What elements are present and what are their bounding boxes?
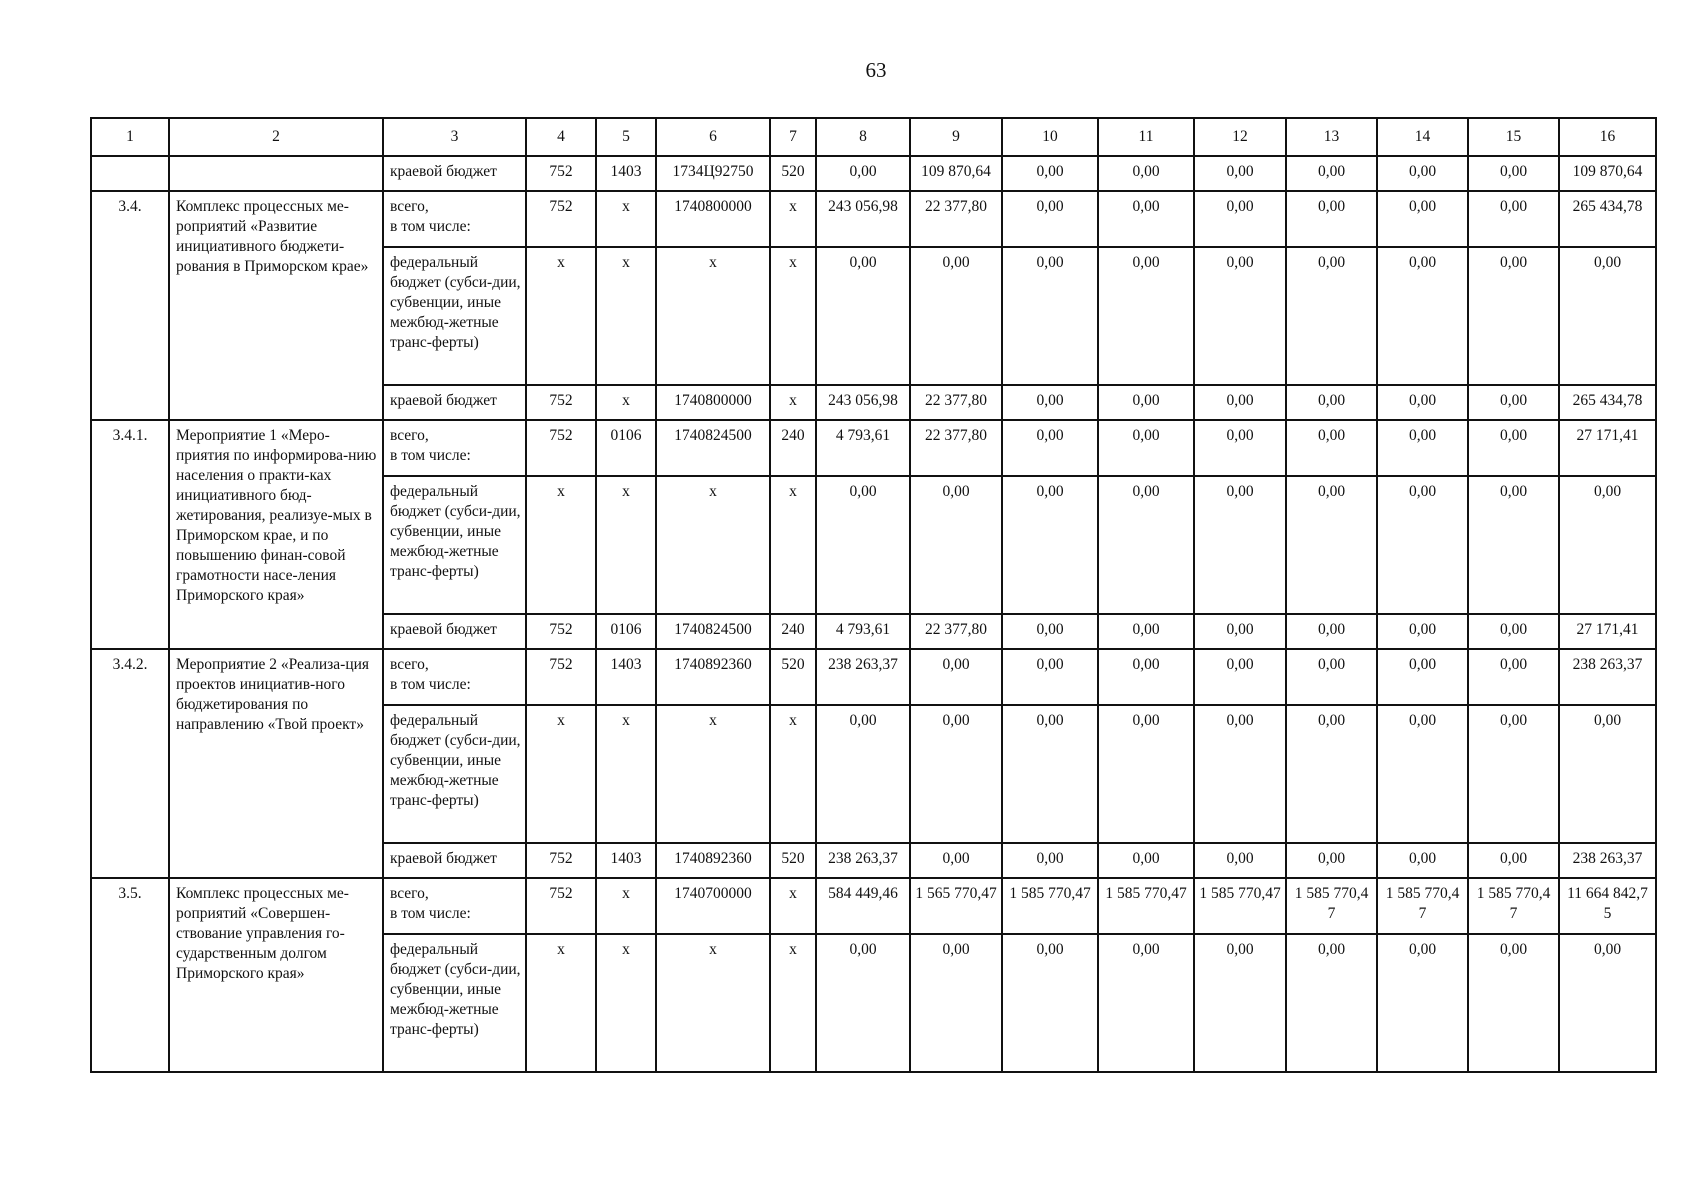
value-col-9: 0,00 [910, 476, 1002, 614]
value-col-8: 0,00 [816, 156, 910, 191]
code-c5: 1403 [596, 843, 656, 878]
column-number-12: 12 [1194, 118, 1286, 156]
value-col-15: 1 585 770,47 [1468, 878, 1559, 934]
value-col-11: 0,00 [1098, 843, 1194, 878]
code-c6: 1740800000 [656, 385, 770, 420]
code-c6: 1734Ц92750 [656, 156, 770, 191]
code-c4: х [526, 247, 596, 385]
column-number-7: 7 [770, 118, 816, 156]
value-col-11: 0,00 [1098, 247, 1194, 385]
value-col-15: 0,00 [1468, 385, 1559, 420]
value-col-10: 0,00 [1002, 420, 1098, 476]
code-c4: х [526, 934, 596, 1072]
value-col-9: 22 377,80 [910, 614, 1002, 649]
code-c6: 1740824500 [656, 420, 770, 476]
code-c5: 1403 [596, 649, 656, 705]
funding-source: всего, в том числе: [383, 191, 526, 247]
value-col-13: 0,00 [1286, 385, 1377, 420]
value-col-13: 0,00 [1286, 843, 1377, 878]
column-number-15: 15 [1468, 118, 1559, 156]
value-col-14: 0,00 [1377, 614, 1468, 649]
code-c4: 752 [526, 420, 596, 476]
code-c7: х [770, 934, 816, 1072]
value-col-12: 0,00 [1194, 614, 1286, 649]
value-col-9: 0,00 [910, 649, 1002, 705]
value-col-14: 0,00 [1377, 191, 1468, 247]
value-col-12: 0,00 [1194, 649, 1286, 705]
value-col-12: 0,00 [1194, 385, 1286, 420]
code-c5: 0106 [596, 614, 656, 649]
code-c6: х [656, 705, 770, 843]
row-name: Комплекс процессных ме-роприятий «Совершен-ствование управления го-сударственным долгом Приморского края» [169, 878, 383, 1072]
code-c5: х [596, 247, 656, 385]
value-col-14: 0,00 [1377, 420, 1468, 476]
row-number [91, 156, 169, 191]
code-c7: х [770, 705, 816, 843]
funding-source: краевой бюджет [383, 843, 526, 878]
value-col-14: 0,00 [1377, 156, 1468, 191]
code-c6: 1740700000 [656, 878, 770, 934]
code-c7: х [770, 878, 816, 934]
value-col-10: 0,00 [1002, 385, 1098, 420]
value-col-13: 0,00 [1286, 476, 1377, 614]
funding-source: федеральный бюджет (субси-дии, субвенции, иные межбюд-жетные транс-ферты) [383, 476, 526, 614]
value-col-8: 4 793,61 [816, 614, 910, 649]
value-col-13: 1 585 770,47 [1286, 878, 1377, 934]
code-c4: 752 [526, 878, 596, 934]
row-number: 3.5. [91, 878, 169, 1072]
value-col-8: 0,00 [816, 705, 910, 843]
value-col-15: 0,00 [1468, 649, 1559, 705]
code-c6: х [656, 476, 770, 614]
value-col-9: 0,00 [910, 247, 1002, 385]
value-col-11: 0,00 [1098, 156, 1194, 191]
row-name: Мероприятие 2 «Реализа-ция проектов инициатив-ного бюджетирования по направлению «Твой проект» [169, 649, 383, 878]
value-col-13: 0,00 [1286, 649, 1377, 705]
value-col-11: 0,00 [1098, 420, 1194, 476]
column-number-16: 16 [1559, 118, 1656, 156]
code-c6: 1740892360 [656, 843, 770, 878]
code-c7: 240 [770, 614, 816, 649]
row-number: 3.4. [91, 191, 169, 420]
column-number-14: 14 [1377, 118, 1468, 156]
value-col-12: 0,00 [1194, 843, 1286, 878]
value-col-8: 0,00 [816, 247, 910, 385]
code-c7: 520 [770, 843, 816, 878]
funding-source: федеральный бюджет (субси-дии, субвенции, иные межбюд-жетные транс-ферты) [383, 934, 526, 1072]
value-col-9: 109 870,64 [910, 156, 1002, 191]
value-col-12: 0,00 [1194, 191, 1286, 247]
value-col-12: 0,00 [1194, 476, 1286, 614]
value-col-16: 238 263,37 [1559, 843, 1656, 878]
budget-table [90, 117, 1657, 1073]
funding-source: краевой бюджет [383, 614, 526, 649]
value-col-10: 0,00 [1002, 476, 1098, 614]
value-col-9: 1 565 770,47 [910, 878, 1002, 934]
code-c7: х [770, 191, 816, 247]
code-c6: х [656, 934, 770, 1072]
table-row [91, 878, 1656, 934]
value-col-11: 0,00 [1098, 191, 1194, 247]
funding-source: краевой бюджет [383, 385, 526, 420]
value-col-11: 0,00 [1098, 649, 1194, 705]
code-c4: 752 [526, 385, 596, 420]
value-col-16: 27 171,41 [1559, 420, 1656, 476]
code-c6: 1740892360 [656, 649, 770, 705]
value-col-12: 0,00 [1194, 934, 1286, 1072]
value-col-16: 265 434,78 [1559, 191, 1656, 247]
value-col-10: 1 585 770,47 [1002, 878, 1098, 934]
code-c4: 752 [526, 843, 596, 878]
value-col-15: 0,00 [1468, 476, 1559, 614]
value-col-12: 0,00 [1194, 705, 1286, 843]
value-col-12: 0,00 [1194, 420, 1286, 476]
value-col-10: 0,00 [1002, 934, 1098, 1072]
value-col-14: 0,00 [1377, 649, 1468, 705]
value-col-12: 0,00 [1194, 247, 1286, 385]
value-col-13: 0,00 [1286, 420, 1377, 476]
value-col-8: 238 263,37 [816, 649, 910, 705]
value-col-15: 0,00 [1468, 934, 1559, 1072]
value-col-16: 11 664 842,75 [1559, 878, 1656, 934]
table-row [91, 649, 1656, 705]
value-col-10: 0,00 [1002, 247, 1098, 385]
value-col-11: 0,00 [1098, 385, 1194, 420]
value-col-14: 0,00 [1377, 247, 1468, 385]
code-c6: 1740800000 [656, 191, 770, 247]
value-col-8: 243 056,98 [816, 385, 910, 420]
table-row [91, 156, 1656, 191]
code-c7: х [770, 476, 816, 614]
code-c4: 752 [526, 614, 596, 649]
value-col-10: 0,00 [1002, 156, 1098, 191]
code-c7: х [770, 247, 816, 385]
value-col-16: 0,00 [1559, 934, 1656, 1072]
value-col-15: 0,00 [1468, 705, 1559, 843]
value-col-16: 238 263,37 [1559, 649, 1656, 705]
code-c7: х [770, 385, 816, 420]
row-name: Мероприятие 1 «Меро-приятия по информирова-нию населения о практи-ках инициативного бюд-жетирования, реализуе-мых в Приморском крае, и по повышению финан-совой грамотности насе-ления Приморского края» [169, 420, 383, 649]
value-col-16: 0,00 [1559, 705, 1656, 843]
code-c5: х [596, 878, 656, 934]
value-col-9: 22 377,80 [910, 191, 1002, 247]
value-col-14: 0,00 [1377, 843, 1468, 878]
code-c7: 240 [770, 420, 816, 476]
column-number-10: 10 [1002, 118, 1098, 156]
value-col-11: 0,00 [1098, 934, 1194, 1072]
value-col-10: 0,00 [1002, 614, 1098, 649]
value-col-15: 0,00 [1468, 247, 1559, 385]
value-col-14: 0,00 [1377, 705, 1468, 843]
value-col-8: 238 263,37 [816, 843, 910, 878]
code-c5: 1403 [596, 156, 656, 191]
value-col-9: 0,00 [910, 705, 1002, 843]
value-col-9: 22 377,80 [910, 385, 1002, 420]
code-c6: 1740824500 [656, 614, 770, 649]
code-c5: х [596, 934, 656, 1072]
funding-source: всего, в том числе: [383, 878, 526, 934]
code-c5: х [596, 705, 656, 843]
value-col-10: 0,00 [1002, 705, 1098, 843]
value-col-15: 0,00 [1468, 420, 1559, 476]
column-number-3: 3 [383, 118, 526, 156]
value-col-13: 0,00 [1286, 614, 1377, 649]
value-col-16: 0,00 [1559, 476, 1656, 614]
funding-source: всего, в том числе: [383, 649, 526, 705]
funding-source: федеральный бюджет (субси-дии, субвенции, иные межбюд-жетные транс-ферты) [383, 247, 526, 385]
code-c4: 752 [526, 649, 596, 705]
value-col-10: 0,00 [1002, 649, 1098, 705]
value-col-10: 0,00 [1002, 843, 1098, 878]
value-col-15: 0,00 [1468, 614, 1559, 649]
value-col-13: 0,00 [1286, 934, 1377, 1072]
code-c5: х [596, 191, 656, 247]
value-col-13: 0,00 [1286, 156, 1377, 191]
value-col-8: 4 793,61 [816, 420, 910, 476]
column-number-row [91, 118, 1656, 156]
value-col-16: 109 870,64 [1559, 156, 1656, 191]
column-number-11: 11 [1098, 118, 1194, 156]
value-col-13: 0,00 [1286, 191, 1377, 247]
column-number-5: 5 [596, 118, 656, 156]
code-c4: 752 [526, 191, 596, 247]
column-number-6: 6 [656, 118, 770, 156]
page-number: 63 [865, 58, 887, 82]
table-row [91, 191, 1656, 247]
funding-source: краевой бюджет [383, 156, 526, 191]
value-col-12: 0,00 [1194, 156, 1286, 191]
value-col-14: 0,00 [1377, 385, 1468, 420]
column-number-4: 4 [526, 118, 596, 156]
value-col-9: 22 377,80 [910, 420, 1002, 476]
value-col-12: 1 585 770,47 [1194, 878, 1286, 934]
value-col-8: 243 056,98 [816, 191, 910, 247]
code-c4: 752 [526, 156, 596, 191]
value-col-10: 0,00 [1002, 191, 1098, 247]
code-c4: х [526, 705, 596, 843]
value-col-16: 27 171,41 [1559, 614, 1656, 649]
value-col-14: 1 585 770,47 [1377, 878, 1468, 934]
value-col-11: 0,00 [1098, 705, 1194, 843]
row-name: Комплекс процессных ме-роприятий «Развитие инициативного бюджети-рования в Приморском крае» [169, 191, 383, 420]
value-col-9: 0,00 [910, 843, 1002, 878]
code-c4: х [526, 476, 596, 614]
column-number-1: 1 [91, 118, 169, 156]
funding-source: всего, в том числе: [383, 420, 526, 476]
table-row [91, 420, 1656, 476]
value-col-15: 0,00 [1468, 156, 1559, 191]
funding-source: федеральный бюджет (субси-дии, субвенции, иные межбюд-жетные транс-ферты) [383, 705, 526, 843]
code-c5: х [596, 385, 656, 420]
value-col-14: 0,00 [1377, 476, 1468, 614]
value-col-8: 584 449,46 [816, 878, 910, 934]
code-c6: х [656, 247, 770, 385]
value-col-8: 0,00 [816, 934, 910, 1072]
column-number-13: 13 [1286, 118, 1377, 156]
value-col-16: 265 434,78 [1559, 385, 1656, 420]
column-number-9: 9 [910, 118, 1002, 156]
value-col-16: 0,00 [1559, 247, 1656, 385]
value-col-14: 0,00 [1377, 934, 1468, 1072]
column-number-8: 8 [816, 118, 910, 156]
value-col-15: 0,00 [1468, 191, 1559, 247]
row-number: 3.4.2. [91, 649, 169, 878]
value-col-13: 0,00 [1286, 705, 1377, 843]
value-col-11: 1 585 770,47 [1098, 878, 1194, 934]
code-c7: 520 [770, 649, 816, 705]
column-number-2: 2 [169, 118, 383, 156]
code-c7: 520 [770, 156, 816, 191]
value-col-9: 0,00 [910, 934, 1002, 1072]
value-col-11: 0,00 [1098, 614, 1194, 649]
value-col-13: 0,00 [1286, 247, 1377, 385]
value-col-15: 0,00 [1468, 843, 1559, 878]
row-number: 3.4.1. [91, 420, 169, 649]
value-col-8: 0,00 [816, 476, 910, 614]
code-c5: 0106 [596, 420, 656, 476]
row-name [169, 156, 383, 191]
value-col-11: 0,00 [1098, 476, 1194, 614]
code-c5: х [596, 476, 656, 614]
